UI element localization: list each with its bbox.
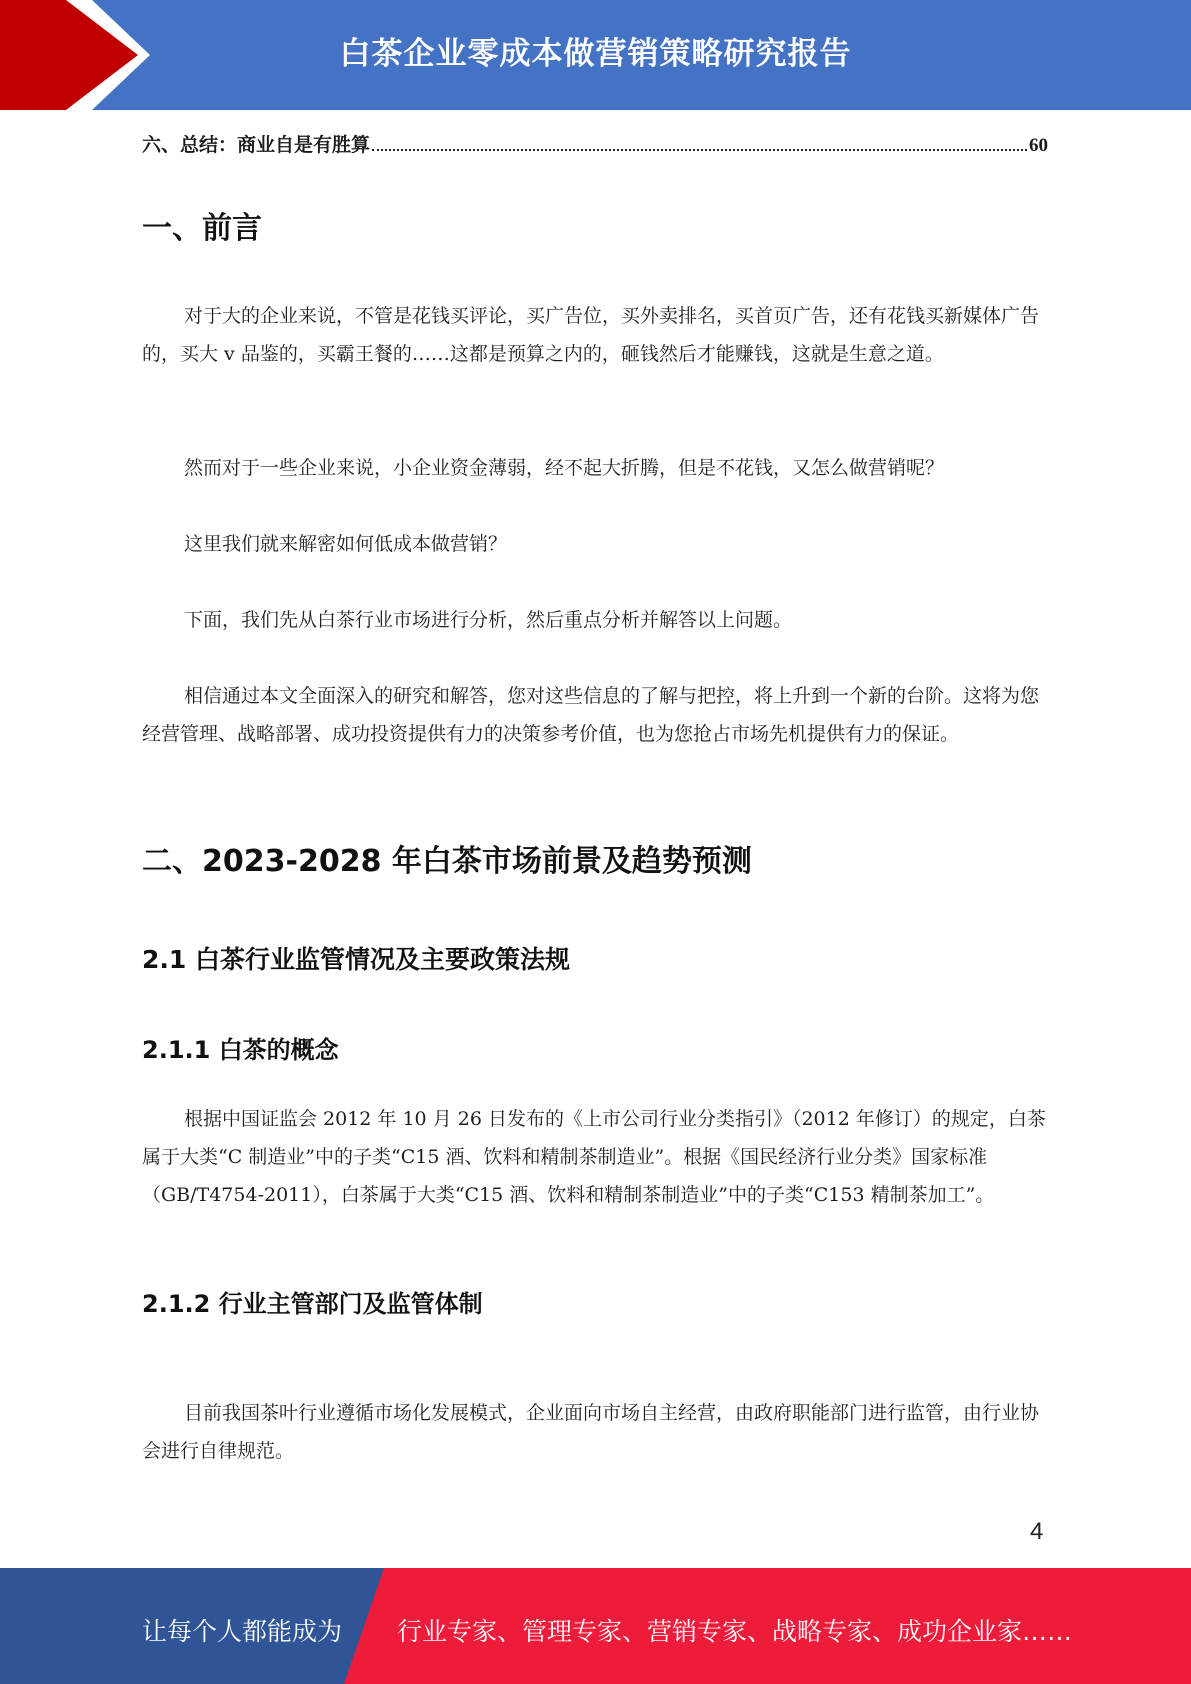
paragraph-preface-1: 对于大的企业来说，不管是花钱买评论，买广告位，买外卖排名，买首页广告，还有花钱买新媒体广告的，买大 v 品鉴的，买霸王餐的……这都是预算之内的，砸钱然后才能赚钱，这就是生意之道。 <box>142 305 1040 365</box>
page-header <box>0 0 1191 110</box>
footer-slogan-left: 让每个人都能成为 <box>142 1617 343 1646</box>
page-number: 4 <box>1030 1518 1044 1545</box>
toc-entry[interactable] <box>142 130 1048 157</box>
toc-leader-dots <box>372 149 1027 151</box>
paragraph-preface-2: 然而对于一些企业来说，小企业资金薄弱，经不起大折腾，但是不花钱，又怎么做营销呢？ <box>184 457 945 479</box>
toc-entry-page: 60 <box>1029 135 1048 156</box>
paragraph-authority: 目前我国茶叶行业遵循市场化发展模式，企业面向市场自主经营，由政府职能部门进行监管，由行业协会进行自律规范。 <box>142 1402 1040 1462</box>
subsection-title-regulation: 2.1 白茶行业监管情况及主要政策法规 <box>142 945 570 974</box>
toc-entry-label: 六、总结：商业自是有胜算 <box>142 135 371 156</box>
footer-slogan-right: 行业专家、管理专家、营销专家、战略专家、成功企业家…… <box>397 1617 1073 1646</box>
subsection-title-authority: 2.1.2 行业主管部门及监管体制 <box>142 1290 483 1318</box>
page-footer <box>0 1568 1191 1684</box>
section-title-preface: 一、前言 <box>142 211 262 246</box>
paragraph-preface-4: 下面，我们先从白茶行业市场进行分析，然后重点分析并解答以上问题。 <box>184 609 793 631</box>
paragraph-preface-5: 相信通过本文全面深入的研究和解答，您对这些信息的了解与把控，将上升到一个新的台阶。这将为您经营管理、战略部署、成功投资提供有力的决策参考价值，也为您抢占市场先机提供有力的保证。 <box>142 685 1040 745</box>
paragraph-concept: 根据中国证监会 2012 年 10 月 26 日发布的《上市公司行业分类指引》（2012 年修订）的规定，白茶属于大类“C 制造业”中的子类“C15 酒、饮料和精制茶制造业”。根据《国民经济行业分类》国家标准（GB/T4754-2011），白茶属于大类“C15 酒、饮料和精制茶制造业”中的子类“C153 精制茶加工”。 <box>142 1108 1046 1206</box>
subsection-title-concept: 2.1.1 白茶的概念 <box>142 1036 339 1064</box>
header-title: 白茶企业零成本做营销策略研究报告 <box>339 36 852 72</box>
paragraph-preface-3: 这里我们就来解密如何低成本做营销？ <box>184 533 508 555</box>
section-title-market-outlook: 二、2023-2028 年白茶市场前景及趋势预测 <box>142 844 752 879</box>
